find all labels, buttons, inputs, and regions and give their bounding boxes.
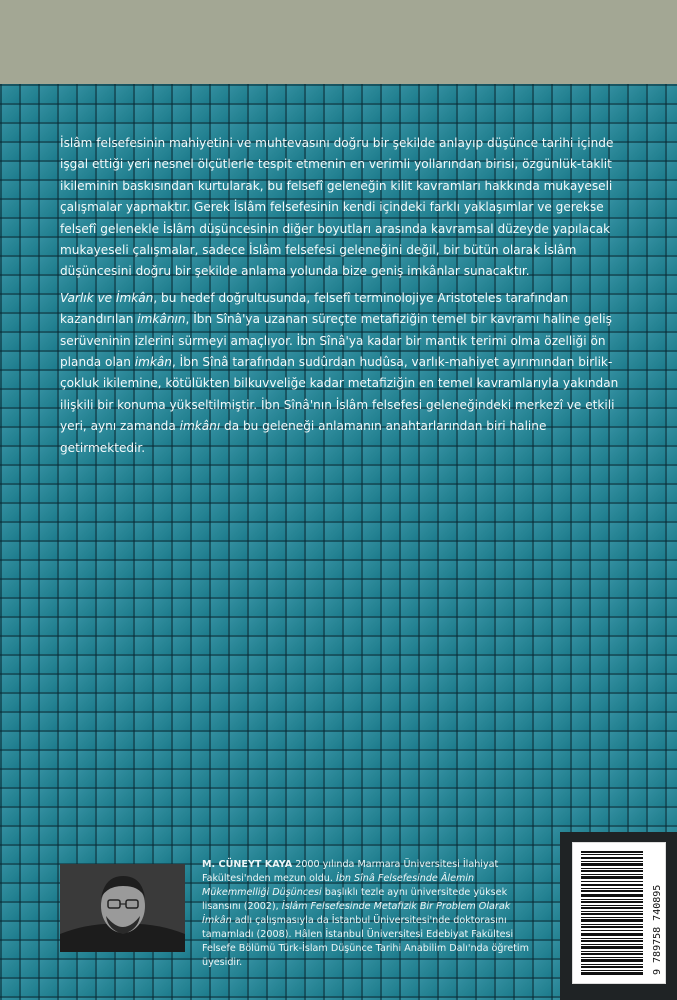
book-title-italic: Varlık ve İmkân	[60, 290, 154, 305]
barcode-icon	[581, 851, 643, 975]
author-block	[60, 858, 530, 968]
isbn-number: 9 789758 740895	[652, 884, 663, 975]
author-bio: M. CÜNEYT KAYA 2000 yılında Marmara Üniversitesi İlahiyat Fakültesi'nden mezun oldu. İbn Sînâ Felsefesinde Âlemin Mükemmelliği Düşüncesi başlıklı tezle aynı üniversitede yüksek lisansını (2002), İslâm Felsefesinde Metafizik Bir Problem Olarak İmkân adlı çalışmasıyla da İstanbul Üniversitesi'nde doktorasını tamamladı (2008). Hâlen İstanbul Üniversitesi Edebiyat Fakültesi Felsefe Bölümü Türk-İslam Düşünce Tarihi Anabilim Dalı'nda öğretim üyesidir.	[202, 859, 529, 968]
isbn-barcode	[572, 842, 666, 984]
top-color-band	[0, 0, 677, 84]
description-paragraph-1: İslâm felsefesinin mahiyetini ve muhtevasını doğru bir şekilde anlayıp düşünce tarihi içinde işgal ettiği yeri nesnel ölçütlerle tespit etmenin en verimli yollarından birisi, özgünlük-taklit ikileminin baskısından kurtularak, bu felsefî geleneğin kilit kavramları hakkında mukayeseli çalışmalar yapmaktır. Gerek İslâm felsefesinin kendi içindeki farklı yaklaşımlar ve gerekse felsefî gelenekle İslâm düşüncesinin diğer boyutları arasında kavramsal düzeyde yapılacak mukayeseli çalışmalar, sadece İslâm felsefesi geleneğini değil, bir bütün olarak İslâm düşüncesini doğru bir şekilde anlama yolunda bize geniş imkânlar sunacaktır.	[60, 136, 614, 279]
barcode-panel	[560, 832, 677, 1000]
thesis-title-1: İbn Sînâ Felsefesinde Âlemin Mükemmelliği Düşüncesi	[202, 873, 475, 898]
back-cover-description	[60, 133, 620, 464]
author-photo	[60, 864, 185, 952]
author-name: M. CÜNEYT KAYA	[202, 859, 293, 870]
description-paragraph-2: Varlık ve İmkân, bu hedef doğrultusunda, felsefî terminolojiye Aristoteles tarafından kazandırılan imkânın, İbn Sînâ'ya uzanan süreçte metafiziğin temel bir kavramı haline geliş serüveninin izlerini sürmeyi amaçlıyor. İbn Sînâ'ya kadar bir mantık terimi olma özelliği ön planda olan imkân, İbn Sînâ tarafından sudûrdan hudûsa, varlık-mahiyet ayırımından birlik-çokluk ikilemine, kötülükten bilkuvveliğe kadar metafiziğin en temel kavramlarıyla yakından ilişkili bir konuma yükseltilmiştir. İbn Sînâ'nın İslâm felsefesi geleneğindeki merkezî ve etkili yeri, aynı zamanda imkânı da bu geleneği anlamanın anahtarlarından biri haline getirmektedir.	[60, 290, 619, 455]
thesis-title-2: İslâm Felsefesinde Metafizik Bir Problem Olarak İmkân	[202, 901, 511, 926]
